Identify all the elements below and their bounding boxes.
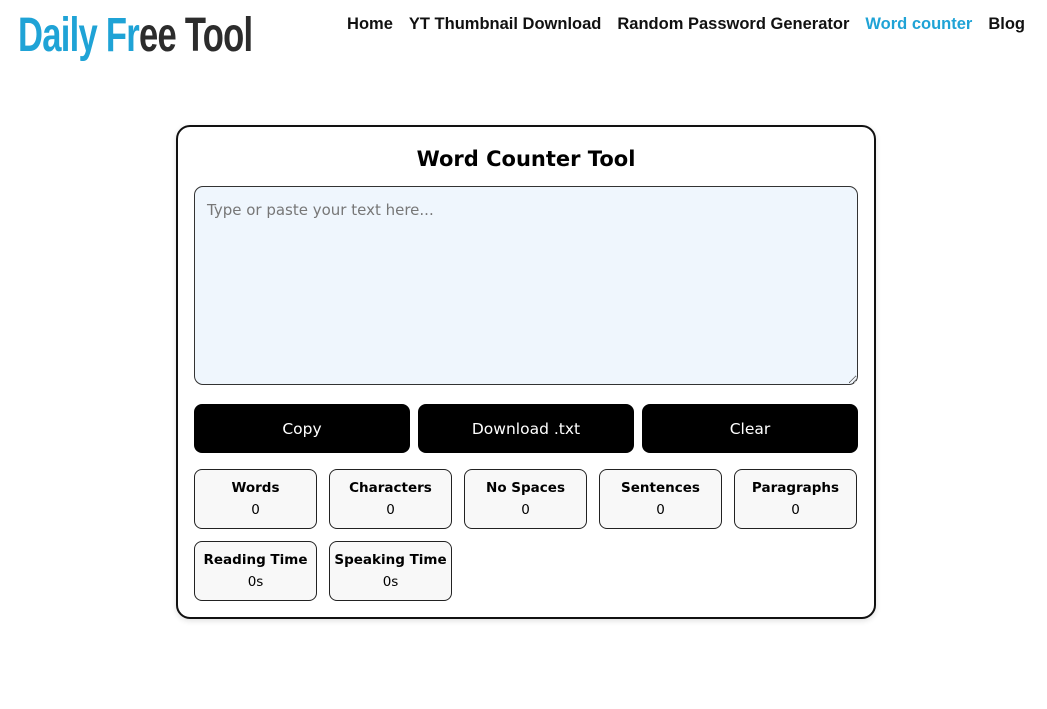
word-counter-card xyxy=(176,125,876,619)
stat-paragraphs xyxy=(734,469,857,529)
stat-characters xyxy=(329,469,452,529)
stat-reading-time xyxy=(194,541,317,601)
nav-item-home[interactable]: Home xyxy=(347,15,393,33)
stats-grid xyxy=(194,469,858,601)
tool-title: Word Counter Tool xyxy=(416,147,636,171)
stat-label: Speaking Time xyxy=(334,552,447,568)
nav-item-random-password-generator[interactable]: Random Password Generator xyxy=(617,15,850,33)
logo-text-secondary: ee Tool xyxy=(139,9,253,62)
main-nav xyxy=(347,14,1025,34)
stat-speaking-time xyxy=(329,541,452,601)
stat-value: 0 xyxy=(656,502,665,518)
action-buttons xyxy=(194,404,858,453)
stat-label: Words xyxy=(231,480,280,496)
logo-text-primary: Daily Fr xyxy=(18,9,140,62)
stat-value: 0s xyxy=(247,574,264,590)
stat-value: 0 xyxy=(521,502,530,518)
stat-label: Reading Time xyxy=(203,552,308,568)
copy-button[interactable]: Copy xyxy=(194,404,410,453)
stat-no-spaces xyxy=(464,469,587,529)
clear-button[interactable]: Clear xyxy=(642,404,858,453)
nav-item-blog[interactable]: Blog xyxy=(988,15,1025,33)
nav-item-yt-thumbnail-download[interactable]: YT Thumbnail Download xyxy=(408,15,602,33)
site-logo[interactable] xyxy=(18,8,252,64)
stat-words xyxy=(194,469,317,529)
stat-value: 0 xyxy=(791,502,800,518)
download-txt-button[interactable]: Download .txt xyxy=(418,404,634,453)
stat-value: 0 xyxy=(386,502,395,518)
nav-item-word-counter[interactable]: Word counter xyxy=(865,15,973,33)
stat-label: Characters xyxy=(349,480,432,496)
stat-label: Paragraphs xyxy=(751,480,840,496)
stat-value: 0s xyxy=(382,574,399,590)
stat-sentences xyxy=(599,469,722,529)
text-input[interactable] xyxy=(194,186,858,385)
stat-label: Sentences xyxy=(621,480,700,496)
stat-value: 0 xyxy=(251,502,260,518)
stat-label: No Spaces xyxy=(486,480,565,496)
site-header xyxy=(0,0,1047,80)
